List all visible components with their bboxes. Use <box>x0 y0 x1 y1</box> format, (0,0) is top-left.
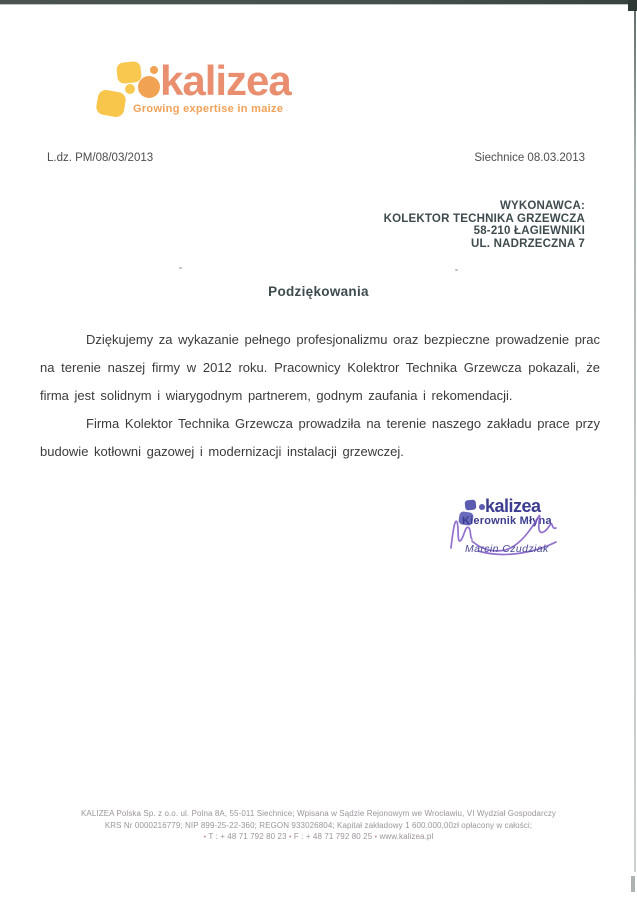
scan-edge-mark <box>631 876 635 892</box>
footer-phone: T : + 48 71 792 80 23 <box>208 832 287 841</box>
stamp-wordmark: kalizea <box>485 496 541 516</box>
signer-name: Marcin Czudziak <box>465 543 549 555</box>
recipient-line: KOLEKTOR TECHNIKA GRZEWCZA <box>383 212 585 225</box>
kernel-shape <box>95 89 127 118</box>
recipient-line: 58-210 ŁAGIEWNIKI <box>473 225 585 237</box>
scan-edge-right <box>634 0 636 872</box>
bullet-icon: • <box>374 834 378 841</box>
body-paragraph-2: Firma Kolektor Technika Grzewcza prowadziła na terenie naszego zakładu prace przy budowie kotłowni gazowej i modernizacji instalacji grzewczej. <box>40 416 600 459</box>
scan-speck <box>455 269 458 271</box>
body-paragraph-1: Dziękujemy za wykazanie pełnego profesjonalizmu oraz bezpieczne prowadzenie prac na terenie naszej firmy w 2012 roku. Pracownicy Kolektror Technika Grzewcza pokazali, że firma jest solidnym i wiarygodnym partnerem, godnym zaufania i rekomendacji. <box>40 332 600 403</box>
footer-fax: F : + 48 71 792 80 25 <box>293 832 373 841</box>
scan-corner-mark <box>628 0 637 11</box>
stamp-role-title: Kierownik Młyna <box>462 515 552 527</box>
logo-tagline: Growing expertise in maize <box>133 103 284 115</box>
orange-dot <box>150 66 158 74</box>
place-and-date: Siechnice 08.03.2013 <box>474 152 585 164</box>
scan-speck <box>179 267 182 269</box>
reference-line <box>47 152 585 164</box>
reference-number: L.dz. PM/08/03/2013 <box>47 152 154 164</box>
logo-wordmark: kalizea <box>160 57 291 104</box>
recipient-line: UL. NADRZECZNA 7 <box>471 237 585 250</box>
recipient-line: WYKONAWCA: <box>499 200 585 212</box>
footer-line-contacts <box>0 831 637 844</box>
bullet-icon: • <box>203 834 207 841</box>
footer-line-ids: KRS Nr 0000216779; NIP 899-25-22-360; REGON 933026804; Kapitał zakładowy 1 600.000,00zł opłacony w całości; <box>104 820 533 830</box>
orange-circle <box>138 76 160 98</box>
kalizea-logo <box>95 58 335 124</box>
scan-edge-top <box>0 0 637 4</box>
document-title: Podziękowania <box>268 284 369 299</box>
footer-website: www.kalizea.pl <box>379 832 434 841</box>
recipient-block <box>384 200 585 250</box>
footer-company-info <box>0 808 637 844</box>
kernel-shape <box>116 61 142 84</box>
footer-line-registry: KALIZEA Polska Sp. z o.o. ul. Polna 8A, 55-011 Siechnice; Wpisana w Sądzie Rejonowym we Wrocławiu, VI Wydział Gospodarczy <box>80 809 557 818</box>
kernel-dot <box>125 84 135 94</box>
signature-block <box>448 494 578 569</box>
bullet-icon: • <box>288 834 292 841</box>
